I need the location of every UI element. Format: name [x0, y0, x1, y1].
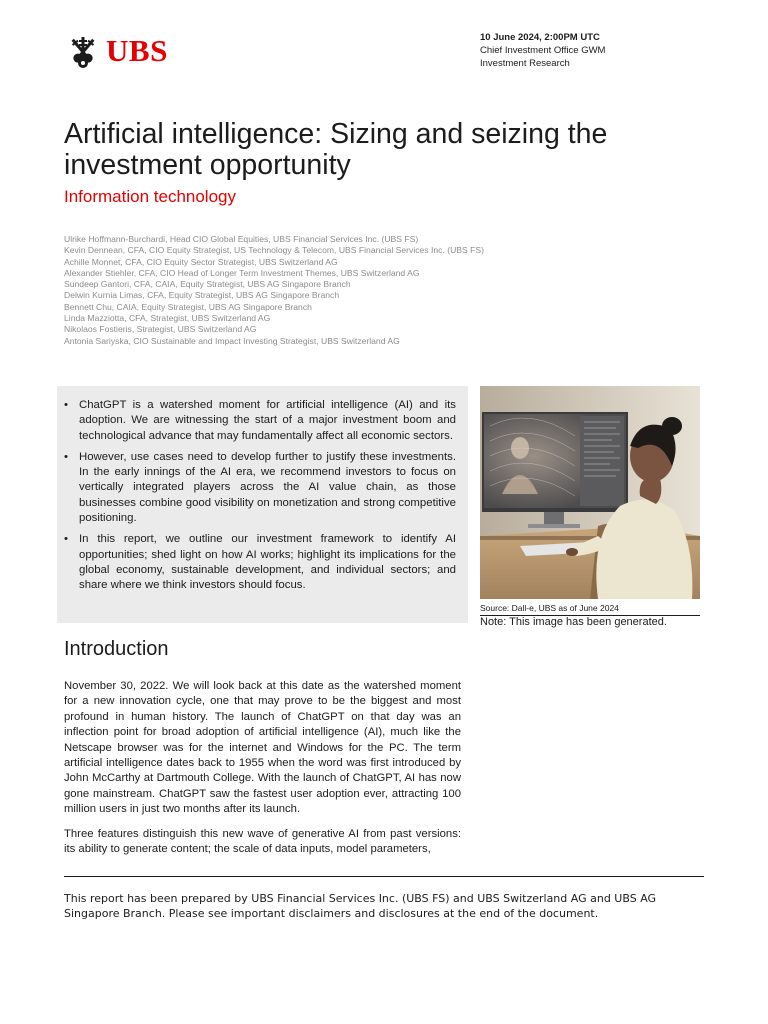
- body-paragraph: November 30, 2022. We will look back at this date as the watershed moment for a new innovation cycle, one that may prove to be the biggest and most profound in human history. The launch of ChatGPT on that day was an inflection point for broad adoption of artificial intelligence (AI), much like the Netscape browser was for the internet and Windows for the PC. The term artificial intelligence dates back to 1955 when the word was first introduced by John McCarthy at Dartmouth College. With the launch of ChatGPT, AI has now gone mainstream. ChatGPT saw the fastest user adoption ever, attracting 100 million users in just two months after its launch.: [64, 680, 461, 816]
- report-office: Chief Investment Office GWM: [480, 45, 606, 56]
- body-paragraph: Three features distinguish this new wave of generative AI from past versions: its ability to generate content; the scale of data inputs, model parameters,: [64, 828, 461, 856]
- author-line: Ulrike Hoffmann-Burchardi, Head CIO Global Equities, UBS Financial Services Inc. (UBS FS): [64, 234, 419, 244]
- logo-wordmark: UBS: [106, 33, 168, 68]
- woman-at-computer-illustration: [480, 386, 700, 599]
- author-line: Antonia Sariyska, CIO Sustainable and Impact Investing Strategist, UBS Switzerland AG: [64, 335, 400, 346]
- three-keys-icon: [64, 34, 102, 70]
- report-date: 10 June 2024, 2:00PM UTC: [480, 32, 600, 43]
- image-source-caption: Source: Dall-e, UBS as of June 2024: [480, 603, 619, 613]
- author-list: [64, 234, 484, 347]
- author-line: Kevin Dennean, CFA, CIO Equity Strategist, US Technology & Telecom, UBS Financial Services Inc. (UBS FS): [64, 245, 484, 256]
- author-line: Delwin Kurnia Limas, CFA, Equity Strategist, UBS AG Singapore Branch: [64, 290, 340, 301]
- summary-bullet: • However, use cases need to develop further to justify these investments. In the early innings of the AI era, we recommend investors to focus on vertically integrated players across the AI value chain, as those businesses combine good visibility on monetization and strong competitive positioning.: [79, 450, 456, 526]
- image-note-caption: Note: This image has been generated.: [480, 616, 667, 628]
- report-meta: [480, 31, 605, 70]
- author-line: Achille Monnet, CFA, CIO Equity Sector Strategist, UBS Switzerland AG: [64, 256, 338, 267]
- footer-disclaimer: This report has been prepared by UBS Financial Services Inc. (UBS FS) and UBS Switzerland AG and UBS AG Singapore Branch. Please see important disclaimers and disclosures at the end of the document.: [64, 892, 657, 920]
- ubs-logo: [64, 32, 184, 72]
- report-department: Investment Research: [480, 58, 570, 69]
- author-line: Alexander Stiehler, CFA, CIO Head of Longer Term Investment Themes, UBS Switzerland AG: [64, 267, 420, 278]
- author-line: Nikolaos Fostieris, Strategist, UBS Switzerland AG: [64, 324, 257, 335]
- summary-bullet: • In this report, we outline our investment framework to identify AI opportunities; shed light on how AI works; highlight its implications for the global economy, sustainable development, and individual sectors; and share where we think investors should focus.: [79, 532, 456, 593]
- report-subtitle: Information technology: [64, 187, 236, 206]
- author-line: Bennett Chu, CAIA, Equity Strategist, UBS AG Singapore Branch: [64, 301, 312, 312]
- footer-divider: [64, 876, 704, 877]
- hero-image: [480, 386, 700, 599]
- section-heading-introduction: Introduction: [64, 638, 169, 660]
- summary-box: [57, 386, 468, 623]
- summary-bullet: • ChatGPT is a watershed moment for artificial intelligence (AI) and its adoption. We are witnessing the start of a major investment boom and technological advance that may fundamentally affect all economic sectors.: [79, 398, 456, 444]
- summary-list: [57, 386, 468, 594]
- author-line: Sundeep Gantori, CFA, CAIA, Equity Strategist, UBS AG Singapore Branch: [64, 279, 351, 290]
- report-title: Artificial intelligence: Sizing and seizing the investment opportunity: [64, 118, 608, 181]
- author-line: Linda Mazziotta, CFA, Strategist, UBS Switzerland AG: [64, 313, 271, 324]
